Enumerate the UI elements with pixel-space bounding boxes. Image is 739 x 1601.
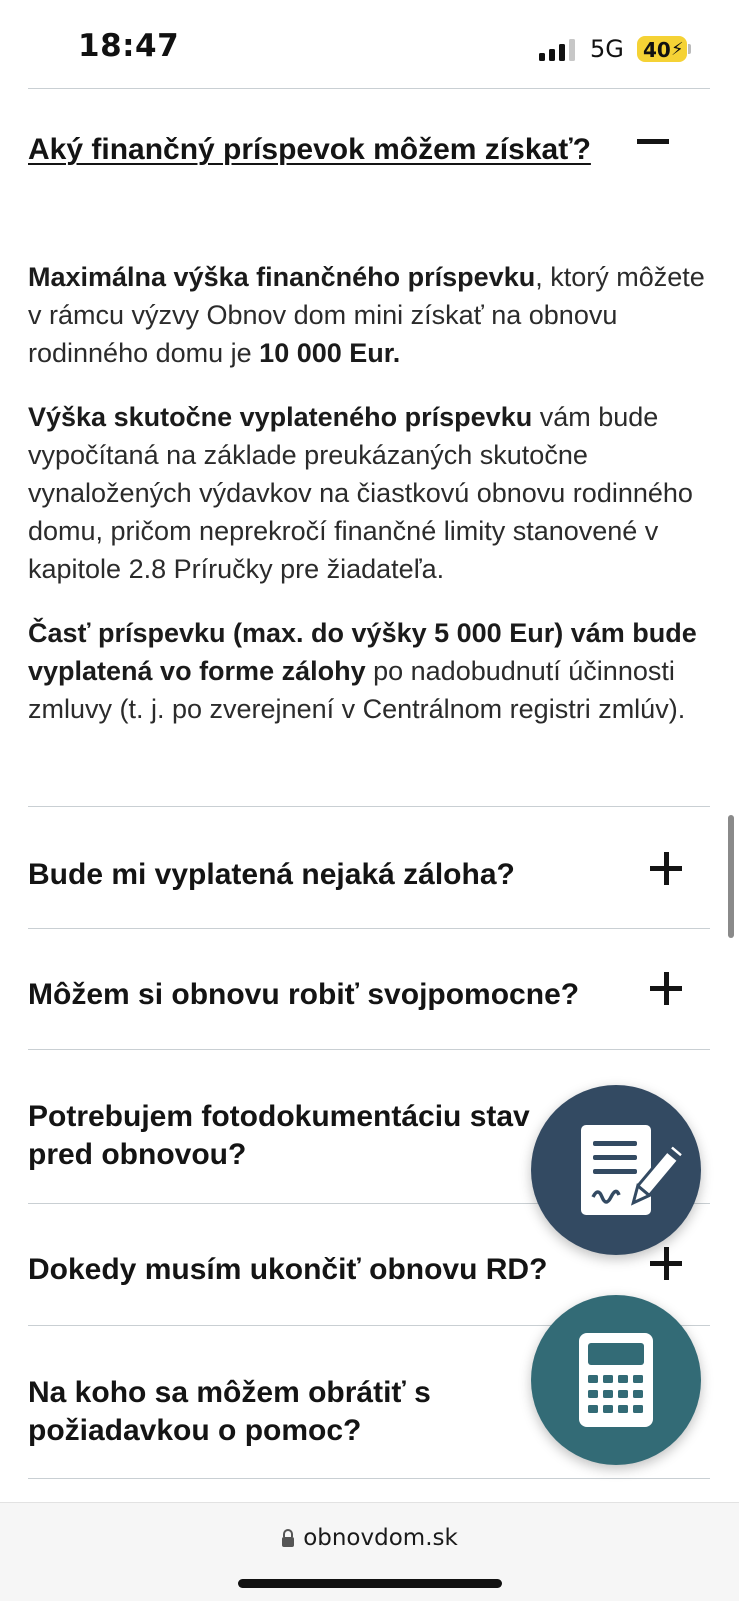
battery-icon [637,36,687,62]
expand-plus-icon[interactable] [650,852,684,886]
faq-question[interactable]: Dokedy musím ukončiť obnovu RD? [28,1253,548,1286]
application-form-button[interactable] [531,1085,701,1255]
faq-question[interactable]: Na koho sa môžem obrátiť s požiadavkou o pomoc? [28,1376,431,1447]
url-text: obnovdom.sk [303,1525,458,1551]
scrollbar-thumb[interactable] [728,815,734,938]
document-sign-icon [531,1085,701,1255]
network-type: 5G [590,35,624,63]
battery-tip [688,44,691,54]
answer-paragraph-2: Výška skutočne vyplateného príspevku vám bude vypočítaná na základe preukázaných skutočne vynaložených výdavkov na čiastkovú obnovu rodinného domu, pričom neprekročí finančné limity stanovené v kapitole 2.8 Príručky pre žiadateľa. [28,402,693,584]
lock-icon [281,1529,295,1547]
divider [28,806,710,807]
divider [28,928,710,929]
faq-question[interactable]: Môžem si obnovu robiť svojpomocne? [28,978,580,1011]
calculator-icon [531,1295,701,1465]
faq-question[interactable]: Potrebujem fotodokumentáciu stav pred obnovou? [28,1100,530,1171]
address-bar-url[interactable] [0,1525,739,1551]
faq-question-open[interactable]: Aký finančný príspevok môžem získať? [28,133,591,166]
divider [28,88,710,89]
signal-icon [539,39,579,61]
calculator-button[interactable] [531,1295,701,1465]
status-bar [0,0,739,88]
expand-plus-icon[interactable] [650,972,684,1006]
divider [28,1049,710,1050]
charging-bolt-icon: ⚡ [671,39,684,60]
home-indicator[interactable] [238,1579,502,1588]
answer-paragraph-3: Časť príspevku (max. do výšky 5 000 Eur) vám bude vyplatená vo forme zálohy po nadobudnutí účinnosti zmluvy (t. j. po zverejnení v Centrálnom registri zmlúv). [28,618,697,724]
battery-level: 40 [643,38,671,62]
divider [28,1478,710,1479]
browser-address-bar[interactable] [0,1502,739,1601]
answer-paragraph-1: Maximálna výška finančného príspevku, ktorý môžete v rámcu výzvy Obnov dom mini získať na obnovu rodinného domu je 10 000 Eur. [28,262,705,368]
faq-question[interactable]: Bude mi vyplatená nejaká záloha? [28,858,515,891]
collapse-minus-icon[interactable] [637,125,671,159]
clock: 18:47 [78,28,180,64]
